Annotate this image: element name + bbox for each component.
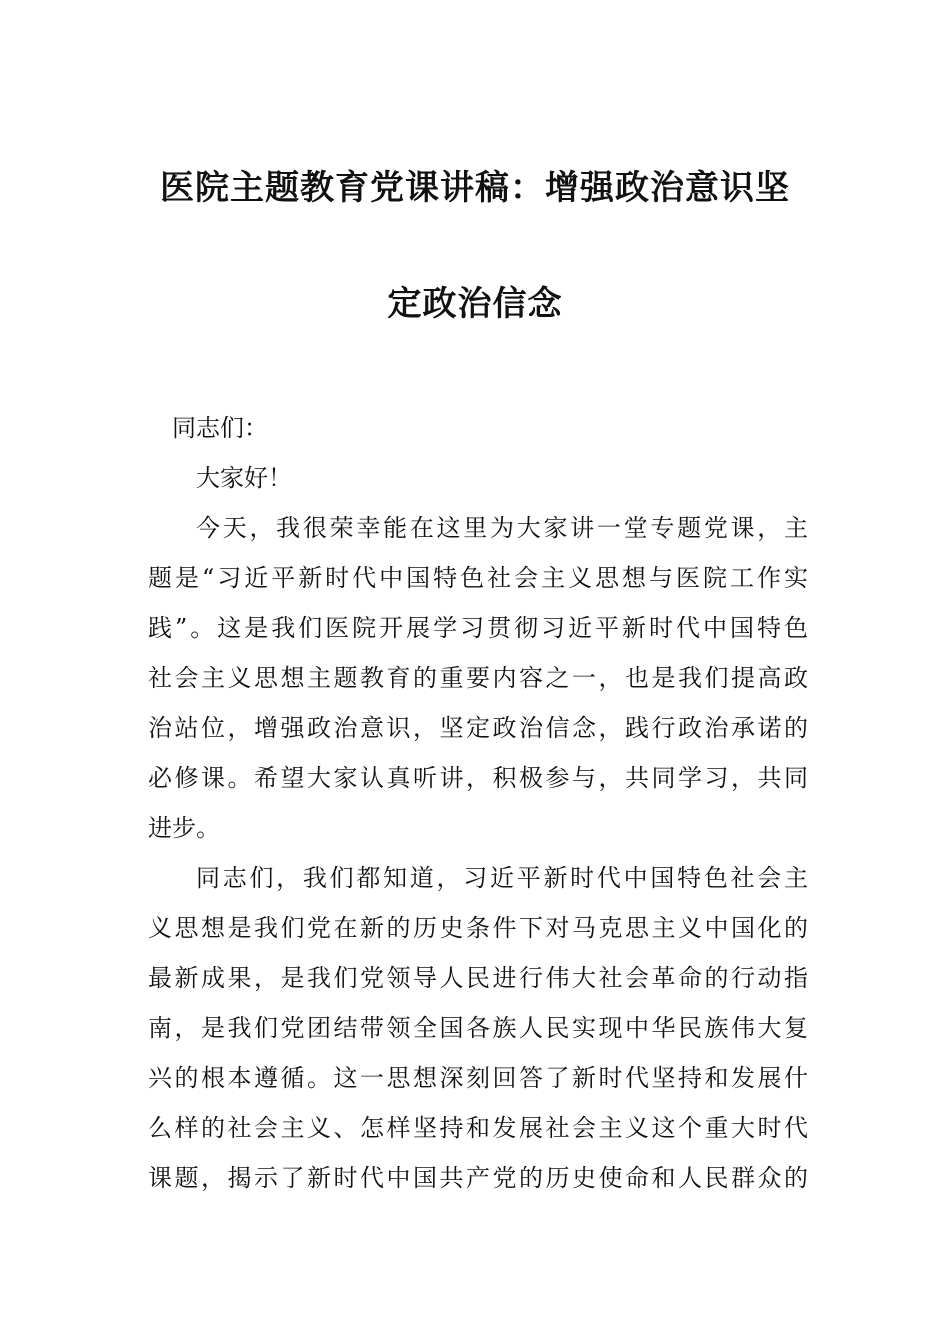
paragraph-1-line: 必修课。希望大家认真听讲，积极参与，共同学习，共同 (148, 764, 808, 792)
salutation: 同志们： (172, 414, 268, 442)
paragraph-2-line: 么样的社会主义、怎样坚持和发展社会主义这个重大时代 (148, 1114, 808, 1142)
paragraph-2-line: 同志们，我们都知道，习近平新时代中国特色社会主 (196, 864, 808, 892)
greeting: 大家好！ (196, 464, 292, 492)
paragraph-1-line: 社会主义思想主题教育的重要内容之一，也是我们提高政 (148, 664, 808, 692)
paragraph-2-line: 义思想是我们党在新的历史条件下对马克思主义中国化的 (148, 914, 808, 942)
paragraph-2-line: 南，是我们党团结带领全国各族人民实现中华民族伟大复 (148, 1014, 808, 1042)
paragraph-2-line: 兴的根本遵循。这一思想深刻回答了新时代坚持和发展什 (148, 1064, 808, 1092)
paragraph-2-line: 课题，揭示了新时代中国共产党的历史使命和人民群众的 (148, 1164, 808, 1192)
paragraph-1-line: 进步。 (148, 814, 220, 842)
paragraph-1-line: 题是“习近平新时代中国特色社会主义思想与医院工作实 (148, 564, 808, 592)
paragraph-1-line: 今天，我很荣幸能在这里为大家讲一堂专题党课，主 (196, 514, 808, 542)
document-title-line-2: 定政治信念 (387, 284, 563, 324)
document-title-line-1: 医院主题教育党课讲稿：增强政治意识坚 (160, 168, 790, 208)
paragraph-1-line: 践”。这是我们医院开展学习贯彻习近平新时代中国特色 (148, 614, 808, 642)
paragraph-2-line: 最新成果，是我们党领导人民进行伟大社会革命的行动指 (148, 964, 808, 992)
paragraph-1-line: 治站位，增强政治意识，坚定政治信念，践行政治承诺的 (148, 714, 808, 742)
